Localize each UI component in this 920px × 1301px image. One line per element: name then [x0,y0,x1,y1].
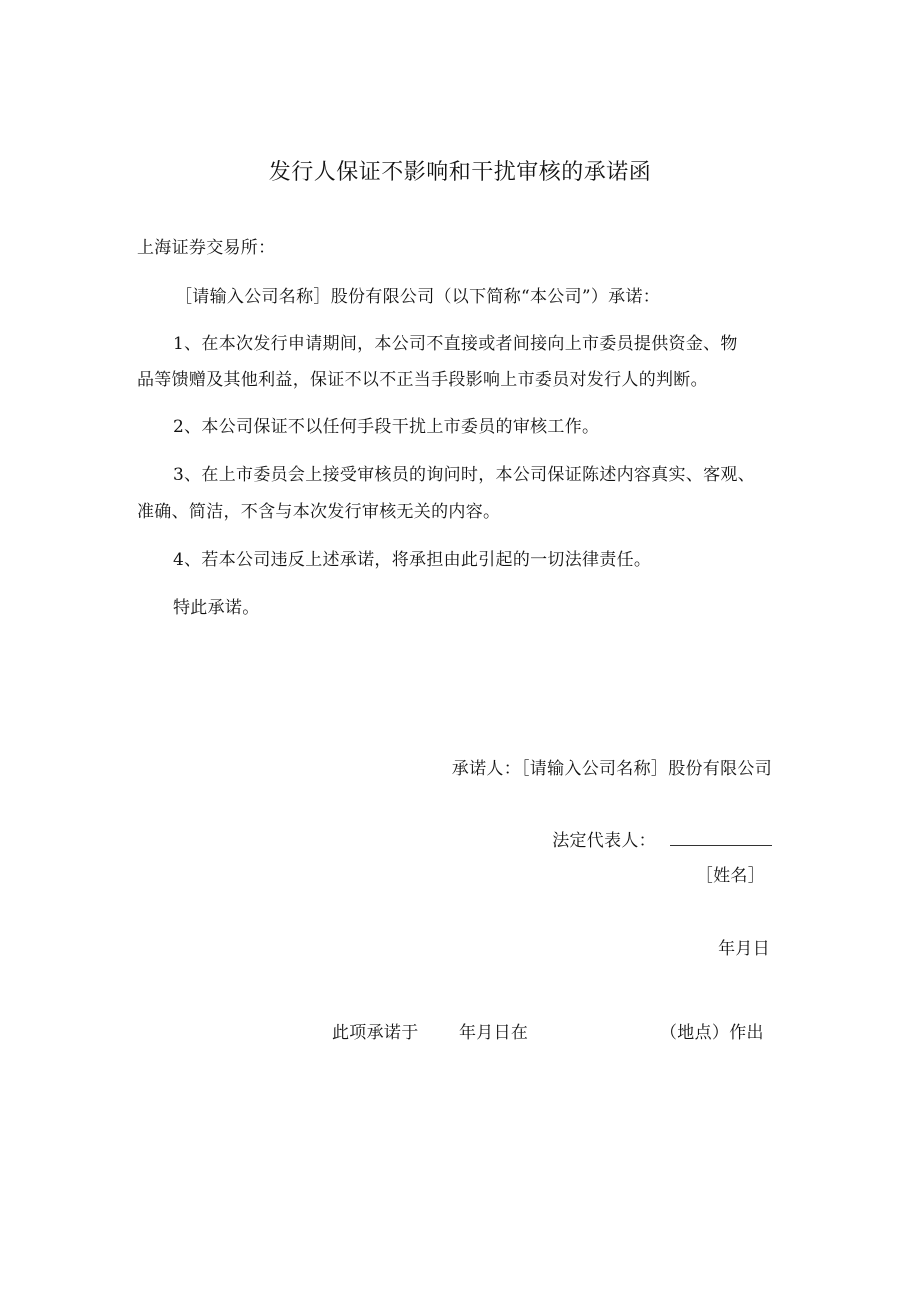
closing-text: 特此承诺。 [173,598,260,618]
item-1-line-2: 品等馈赠及其他利益，保证不以不正当手段影响上市委员对发行人的判断。 [137,370,708,390]
item-4-line-1: 4、若本公司违反上述承诺，将承担由此引起的一切法律责任。 [173,550,652,570]
footer-prefix: 此项承诺于 [332,1023,419,1043]
intro-paragraph: ［请输入公司名称］股份有限公司（以下简称“本公司”）承诺： [175,287,661,307]
footer-place: （地点）作出 [660,1023,764,1043]
signature-date: 年月日 [718,939,770,959]
signature-blank [670,831,772,846]
name-placeholder: ［姓名］ [695,866,765,886]
legal-representative-line [552,829,772,853]
document-title: 发行人保证不影响和干扰审核的承诺函 [268,160,652,185]
item-3-line-2: 准确、简洁，不含与本次发行审核无关的内容。 [137,502,501,522]
addressee: 上海证券交易所： [137,238,276,258]
item-2-line-1: 2、本公司保证不以任何手段干扰上市委员的审核工作。 [173,417,600,437]
footer-date: 年月日在 [459,1023,529,1043]
legal-representative-label: 法定代表人： [552,831,656,851]
promisor-line: 承诺人：［请输入公司名称］股份有限公司 [451,759,772,779]
item-3-line-1: 3、在上市委员会上接受审核员的询问时，本公司保证陈述内容真实、客观、 [173,465,756,485]
item-1-line-1: 1、在本次发行申请期间，本公司不直接或者间接向上市委员提供资金、物 [173,334,738,354]
